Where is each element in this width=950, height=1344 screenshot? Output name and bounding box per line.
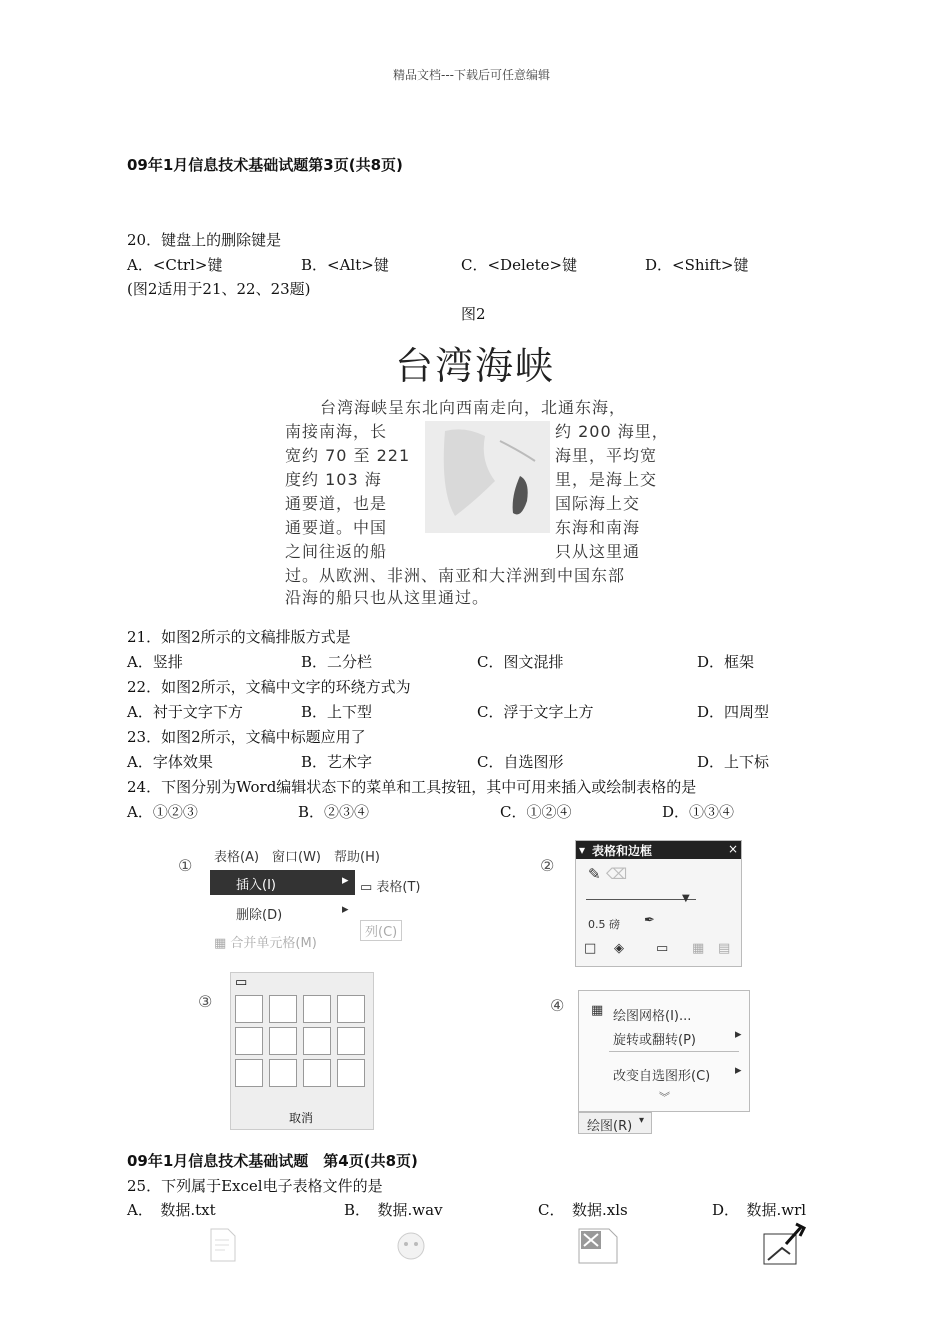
grid-cell[interactable] <box>235 1027 263 1055</box>
fig2-line: 东海和南海 <box>555 518 641 537</box>
fig2-line: 通要道。中国 <box>285 518 388 537</box>
q21-option-c: C．图文混排 <box>477 653 564 671</box>
pencil-icon[interactable]: ✎ <box>588 865 601 883</box>
page4-title: 09年1月信息技术基础试题 第4页(共8页) <box>127 1152 418 1170</box>
q25-stem: 25．下列属于Excel电子表格文件的是 <box>127 1177 383 1195</box>
q21-option-a: A．竖排 <box>127 653 183 671</box>
q23-stem: 23．如图2所示，文稿中标题应用了 <box>127 728 366 746</box>
drawing-grid-item[interactable]: 绘图网格(I)... <box>613 1009 692 1024</box>
q24-option-a: A．①②③ <box>127 803 198 821</box>
fig1-number: ① <box>178 856 193 875</box>
q20-option-a: A．<Ctrl>键 <box>127 256 223 274</box>
border-color-icon[interactable]: ✒ <box>644 913 655 928</box>
fig3-number: ③ <box>198 992 213 1011</box>
fig2-line: 南接南海，长 <box>285 422 388 441</box>
submenu-arrow-icon: ▸ <box>342 902 349 917</box>
fig2-line: 里，是海上交 <box>555 470 658 489</box>
line-weight-select[interactable]: 0.5 磅 <box>588 918 620 931</box>
q24-option-b: B．②③④ <box>298 803 370 821</box>
drawing-button[interactable] <box>578 1112 652 1134</box>
submenu-column-item[interactable]: 列(C) <box>360 920 402 941</box>
toolbar-titlebar <box>576 841 741 859</box>
q25-option-a: A． 数据.txt <box>127 1201 216 1219</box>
insert-table-icon[interactable]: ▭ <box>656 941 669 956</box>
menubar-window[interactable]: 窗口(W) <box>272 850 321 865</box>
q22-option-a: A．衬于文字下方 <box>127 703 243 721</box>
eraser-icon[interactable]: ⌫ <box>606 865 628 883</box>
submenu-arrow-icon: ▸ <box>342 873 349 888</box>
border-icon[interactable]: □ <box>584 941 597 956</box>
vrml-file-icon <box>762 1222 808 1270</box>
audio-file-icon <box>394 1228 428 1266</box>
tables-borders-toolbar <box>575 840 742 967</box>
fig2-line: 约 200 海里， <box>555 422 669 441</box>
q25-option-c: C． 数据.xls <box>538 1201 628 1219</box>
delete-menu-item[interactable]: 删除(D) <box>236 908 283 923</box>
close-icon[interactable]: × <box>728 842 739 856</box>
menubar-table[interactable]: 表格(A) <box>214 850 260 865</box>
grid-cell[interactable] <box>269 1027 297 1055</box>
fig2-line: 宽约 70 至 221 <box>285 446 411 465</box>
rotate-flip-item[interactable]: 旋转或翻转(P) <box>613 1033 696 1048</box>
fig4-number: ④ <box>550 996 565 1015</box>
q25-option-d: D． 数据.wrl <box>712 1201 807 1219</box>
q22-stem: 22．如图2所示，文稿中文字的环绕方式为 <box>127 678 411 696</box>
grid-cell[interactable] <box>235 995 263 1023</box>
q20-option-d: D．<Shift>键 <box>645 256 749 274</box>
drawing-menu-figure <box>578 990 750 1112</box>
grid-icon: ▦ <box>591 1003 604 1018</box>
excel-file-icon <box>578 1228 622 1268</box>
grid-cell[interactable] <box>303 995 331 1023</box>
q20-option-b: B．<Alt>键 <box>301 256 389 274</box>
merge-cells-label: 合并单元格(M) <box>230 936 317 951</box>
figure-2 <box>280 335 675 610</box>
dropdown-arrow-icon[interactable]: ▾ <box>579 843 586 857</box>
insert-table-grid[interactable] <box>230 972 374 1130</box>
table-menu-figure <box>210 838 440 950</box>
q23-option-b: B．艺术字 <box>301 753 373 771</box>
q24-option-c: C．①②④ <box>500 803 572 821</box>
table-icon: ▭ <box>235 975 248 990</box>
q20-stem: 20．键盘上的删除键是 <box>127 231 282 249</box>
fig2-line: 度约 103 海 <box>285 470 382 489</box>
fig2-note: (图2适用于21、22、23题) <box>127 280 311 298</box>
q21-option-b: B．二分栏 <box>301 653 373 671</box>
insert-menu-item[interactable] <box>210 870 355 895</box>
fig2-line: 台湾海峡呈东北向西南走向，北通东海， <box>320 398 627 417</box>
chevron-down-icon[interactable]: ▼ <box>682 893 690 904</box>
fig2-title: 台湾海峡 <box>395 344 556 388</box>
fig2-line: 过。从欧洲、非洲、南亚和大洋洲到中国东部 <box>285 566 626 585</box>
submenu-arrow-icon: ▸ <box>735 1063 742 1078</box>
grid-cell[interactable] <box>269 995 297 1023</box>
grid-cell[interactable] <box>337 1027 365 1055</box>
merge-cells-icon: ▦ <box>214 936 231 951</box>
menu-divider <box>609 1051 739 1052</box>
submenu-arrow-icon: ▸ <box>735 1027 742 1042</box>
q24-option-d: D．①③④ <box>662 803 735 821</box>
q21-stem: 21．如图2所示的文稿排版方式是 <box>127 628 351 646</box>
drawing-label: 绘图(R) <box>587 1119 633 1134</box>
q23-option-d: D．上下标 <box>697 753 770 771</box>
line-style-select[interactable] <box>586 899 696 900</box>
merge-cells-icon[interactable]: ▦ <box>692 941 705 956</box>
q21-option-d: D．框架 <box>697 653 755 671</box>
q23-option-a: A．字体效果 <box>127 753 213 771</box>
cancel-button[interactable]: 取消 <box>289 1111 314 1125</box>
taiwan-map-image <box>425 421 550 533</box>
submenu-table-label: 表格(T) <box>376 880 421 895</box>
expand-chevron-icon[interactable]: ︾ <box>659 1091 670 1104</box>
toolbar-title: 表格和边框 <box>592 844 653 858</box>
text-file-icon <box>210 1228 236 1266</box>
grid-cell[interactable] <box>303 1027 331 1055</box>
q24-stem: 24．下图分别为Word编辑状态下的菜单和工具按钮，其中可用来插入或绘制表格的是 <box>127 778 697 796</box>
grid-cell[interactable] <box>235 1059 263 1087</box>
fig2-caption: 图2 <box>461 305 486 323</box>
grid-cell[interactable] <box>269 1059 297 1087</box>
q22-option-b: B．上下型 <box>301 703 373 721</box>
fig2-number: ② <box>540 856 555 875</box>
q23-option-c: C．自选图形 <box>477 753 564 771</box>
fig2-line: 国际海上交 <box>555 494 641 513</box>
q22-option-c: C．浮于文字上方 <box>477 703 594 721</box>
submenu-table-item[interactable] <box>360 876 421 895</box>
grid-cell[interactable] <box>337 1059 365 1087</box>
page-header: 精品文档---下载后可任意编辑 <box>393 68 550 82</box>
shading-icon[interactable]: ◈ <box>614 941 624 956</box>
fig2-line: 通要道，也是 <box>285 494 388 513</box>
fig2-line: 之间往返的船 <box>285 542 388 561</box>
table-icon: ▭ <box>360 880 377 895</box>
page3-title: 09年1月信息技术基础试题第3页(共8页) <box>127 156 403 174</box>
change-autoshape-item[interactable]: 改变自选图形(C) <box>613 1069 711 1084</box>
split-cells-icon[interactable]: ▤ <box>718 941 731 956</box>
q22-option-d: D．四周型 <box>697 703 770 721</box>
grid-cell[interactable] <box>337 995 365 1023</box>
fig2-line: 只从这里通 <box>555 542 641 561</box>
fig2-line: 沿海的船只也从这里通过。 <box>285 588 490 607</box>
grid-cell[interactable] <box>303 1059 331 1087</box>
q25-option-b: B． 数据.wav <box>344 1201 443 1219</box>
merge-cells-item[interactable] <box>214 932 317 951</box>
chevron-down-icon: ▾ <box>639 1115 645 1126</box>
insert-label: 插入(I) <box>236 878 276 893</box>
fig2-line: 海里，平均宽 <box>555 446 658 465</box>
menubar-help[interactable]: 帮助(H) <box>334 850 380 865</box>
q20-option-c: C．<Delete>键 <box>461 256 578 274</box>
